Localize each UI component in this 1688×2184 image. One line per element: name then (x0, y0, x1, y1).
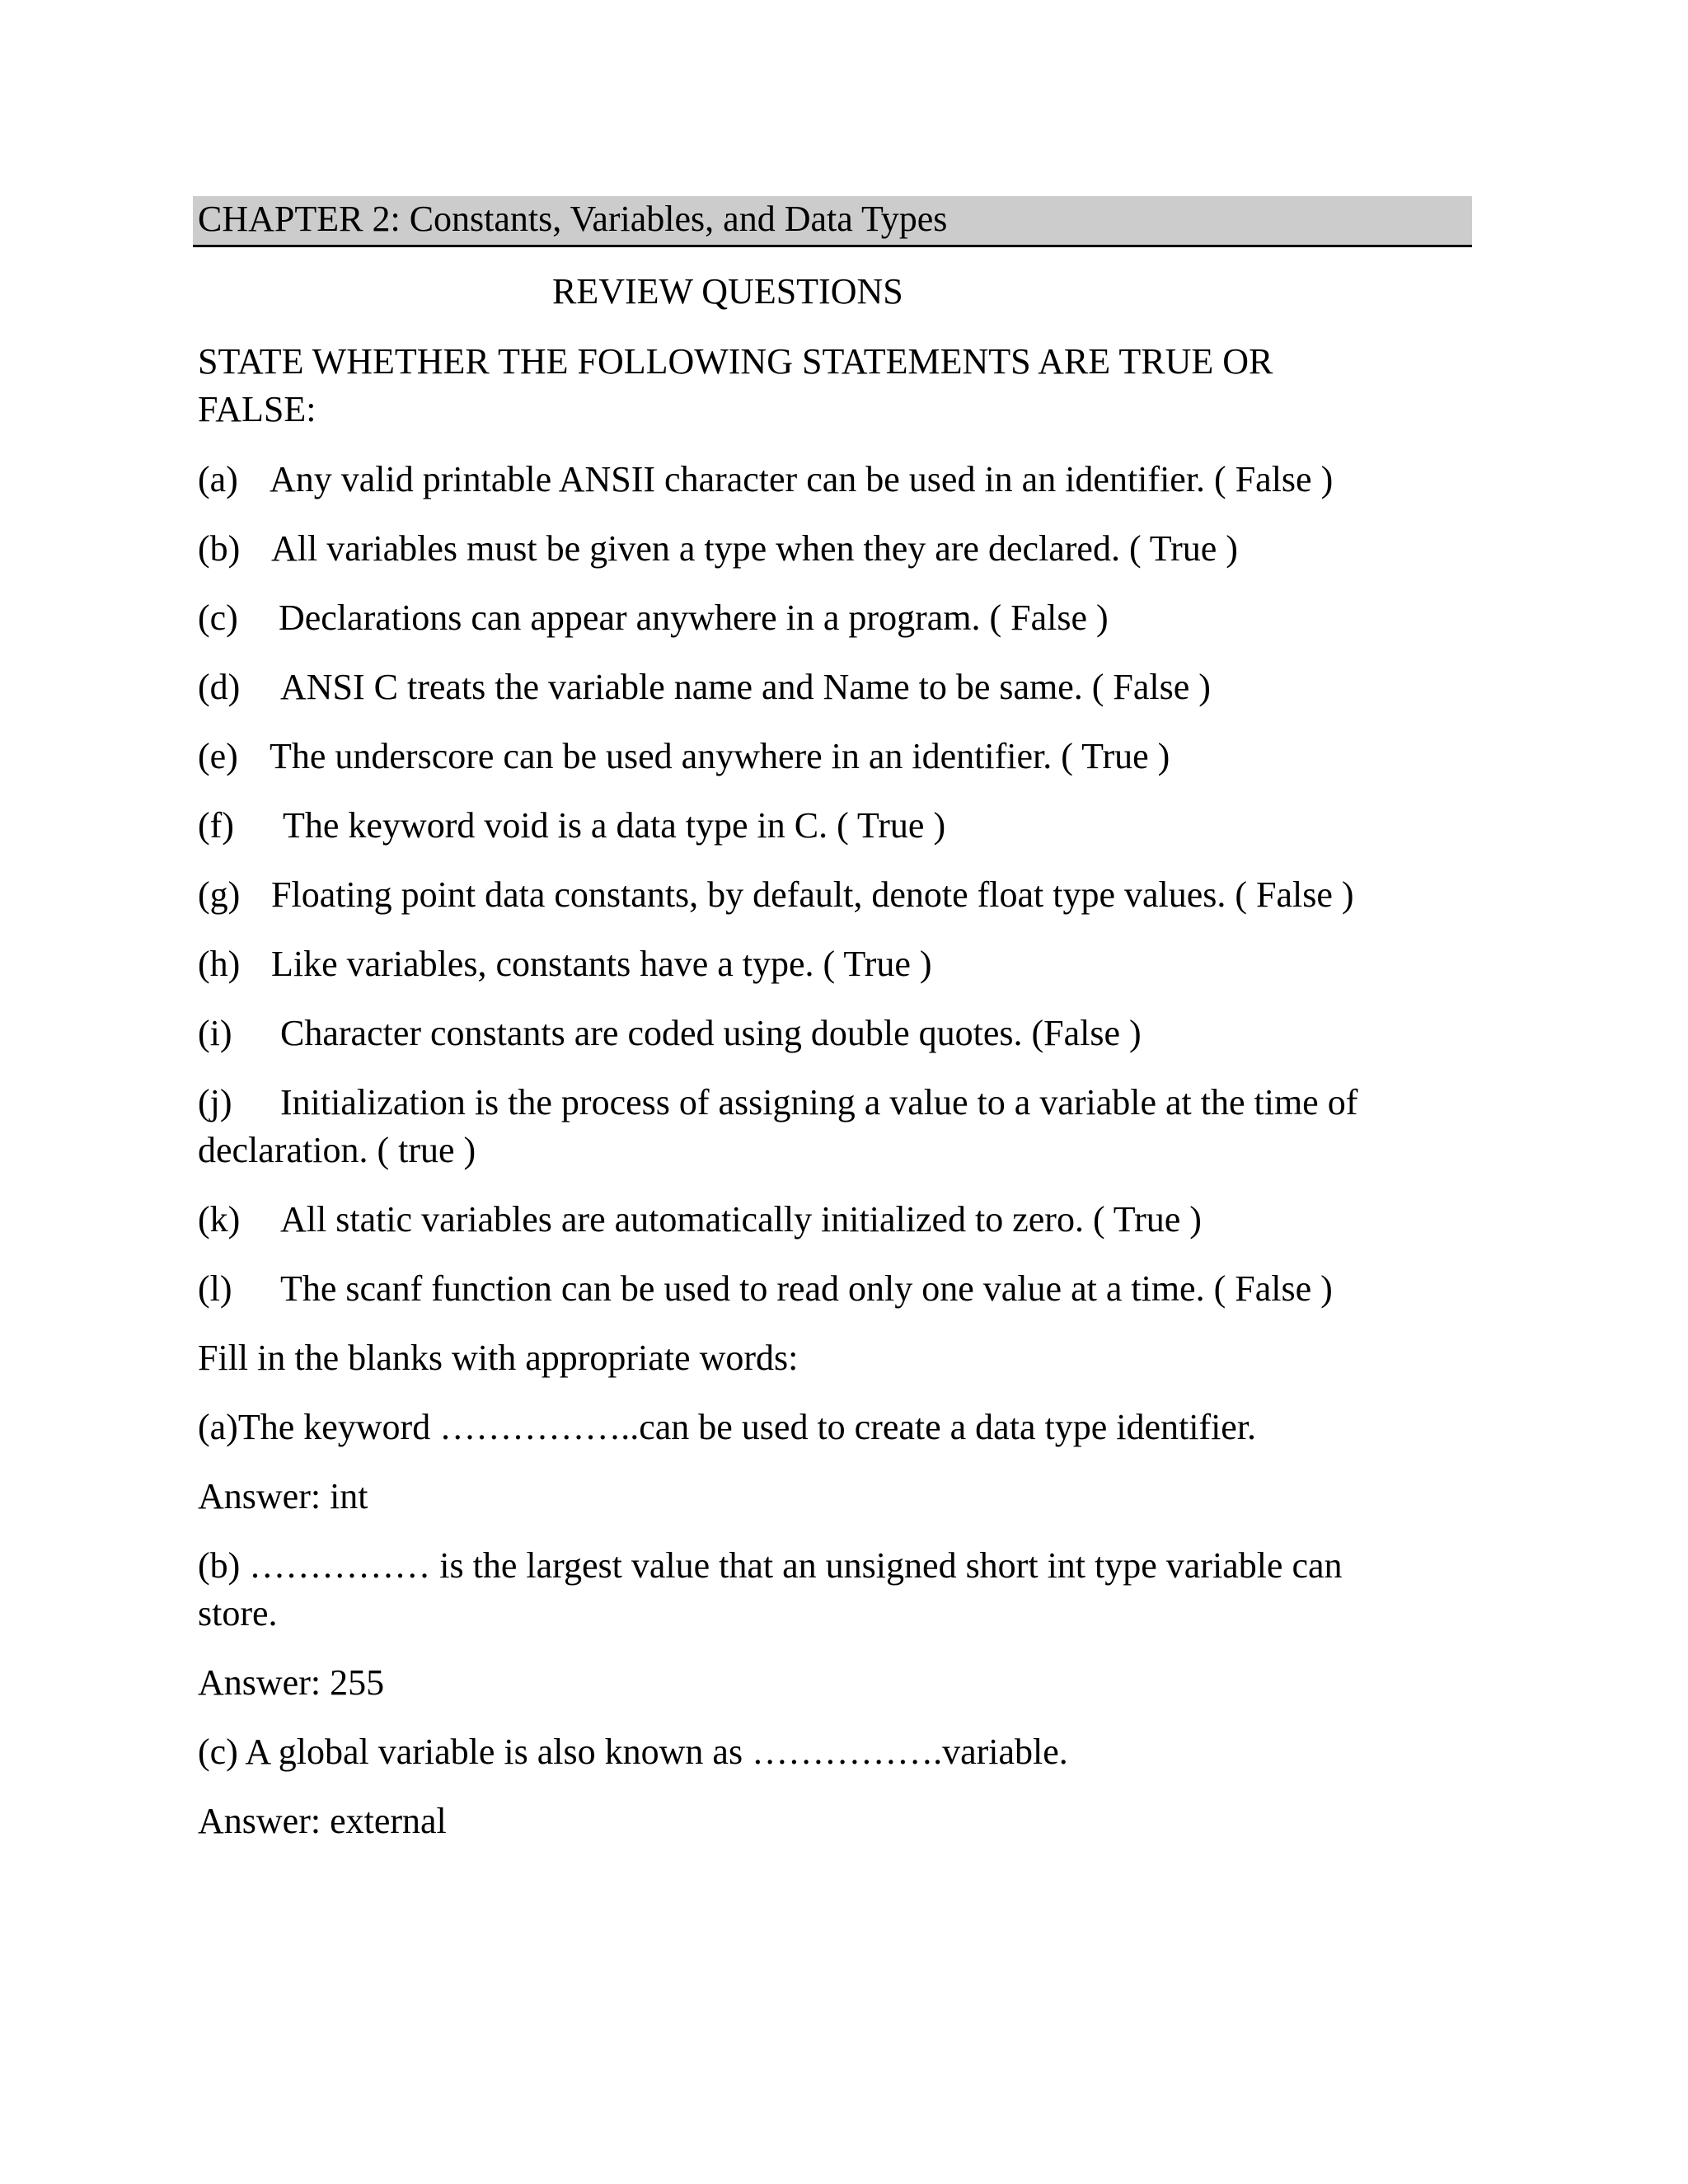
item-text: All static variables are automatically initialized to zero. ( True ) (280, 1199, 1202, 1240)
item-label: (k) (198, 1199, 241, 1240)
section-heading: REVIEW QUESTIONS (552, 271, 903, 312)
question-text: (a)The keyword ……………..can be used to create a data type identifier. (198, 1407, 1257, 1447)
item-label: (h) (198, 944, 241, 984)
question-text: (b) …………… is the largest value that an unsigned short int type variable can (198, 1545, 1343, 1586)
item-text: Any valid printable ANSII character can be used in an identifier. ( False ) (270, 459, 1334, 499)
item-label: (j) (198, 1082, 232, 1122)
instruction-line-1: STATE WHETHER THE FOLLOWING STATEMENTS ARE TRUE OR (198, 341, 1273, 382)
item-text-continuation: declaration. ( true ) (198, 1130, 476, 1170)
item-label: (a) (198, 459, 238, 499)
answer-text: Answer: external (198, 1801, 447, 1841)
question-text-continuation: store. (198, 1593, 278, 1633)
answer-text: Answer: 255 (198, 1662, 385, 1703)
item-label: (e) (198, 736, 238, 776)
chapter-title: CHAPTER 2: Constants, Variables, and Data Types (198, 199, 948, 239)
item-label: (l) (198, 1268, 232, 1309)
item-text: ANSI C treats the variable name and Name to be same. ( False ) (280, 667, 1211, 707)
item-text: The underscore can be used anywhere in an identifier. ( True ) (270, 736, 1170, 776)
item-label: (i) (198, 1013, 232, 1053)
answer-text: Answer: int (198, 1476, 368, 1516)
item-label: (d) (198, 667, 241, 707)
item-label: (b) (198, 528, 241, 569)
item-text: All variables must be given a type when they are declared. ( True ) (271, 528, 1238, 569)
question-text: (c) A global variable is also known as …………….variable. (198, 1732, 1068, 1772)
item-label: (f) (198, 805, 234, 846)
item-text: Declarations can appear anywhere in a program. ( False ) (279, 598, 1109, 638)
item-text: Like variables, constants have a type. ( True ) (271, 944, 932, 984)
item-label: (g) (198, 874, 241, 915)
item-label: (c) (198, 598, 238, 638)
item-text: The keyword void is a data type in C. ( True ) (283, 805, 946, 846)
item-text: Character constants are coded using double quotes. (False ) (280, 1013, 1142, 1053)
item-text: The scanf function can be used to read only one value at a time. ( False ) (280, 1268, 1333, 1309)
item-text: Floating point data constants, by default, denote float type values. ( False ) (271, 874, 1354, 915)
fill-in-heading: Fill in the blanks with appropriate words: (198, 1338, 799, 1378)
instruction-line-2: FALSE: (198, 389, 316, 429)
item-text: Initialization is the process of assigning a value to a variable at the time of (280, 1082, 1358, 1122)
